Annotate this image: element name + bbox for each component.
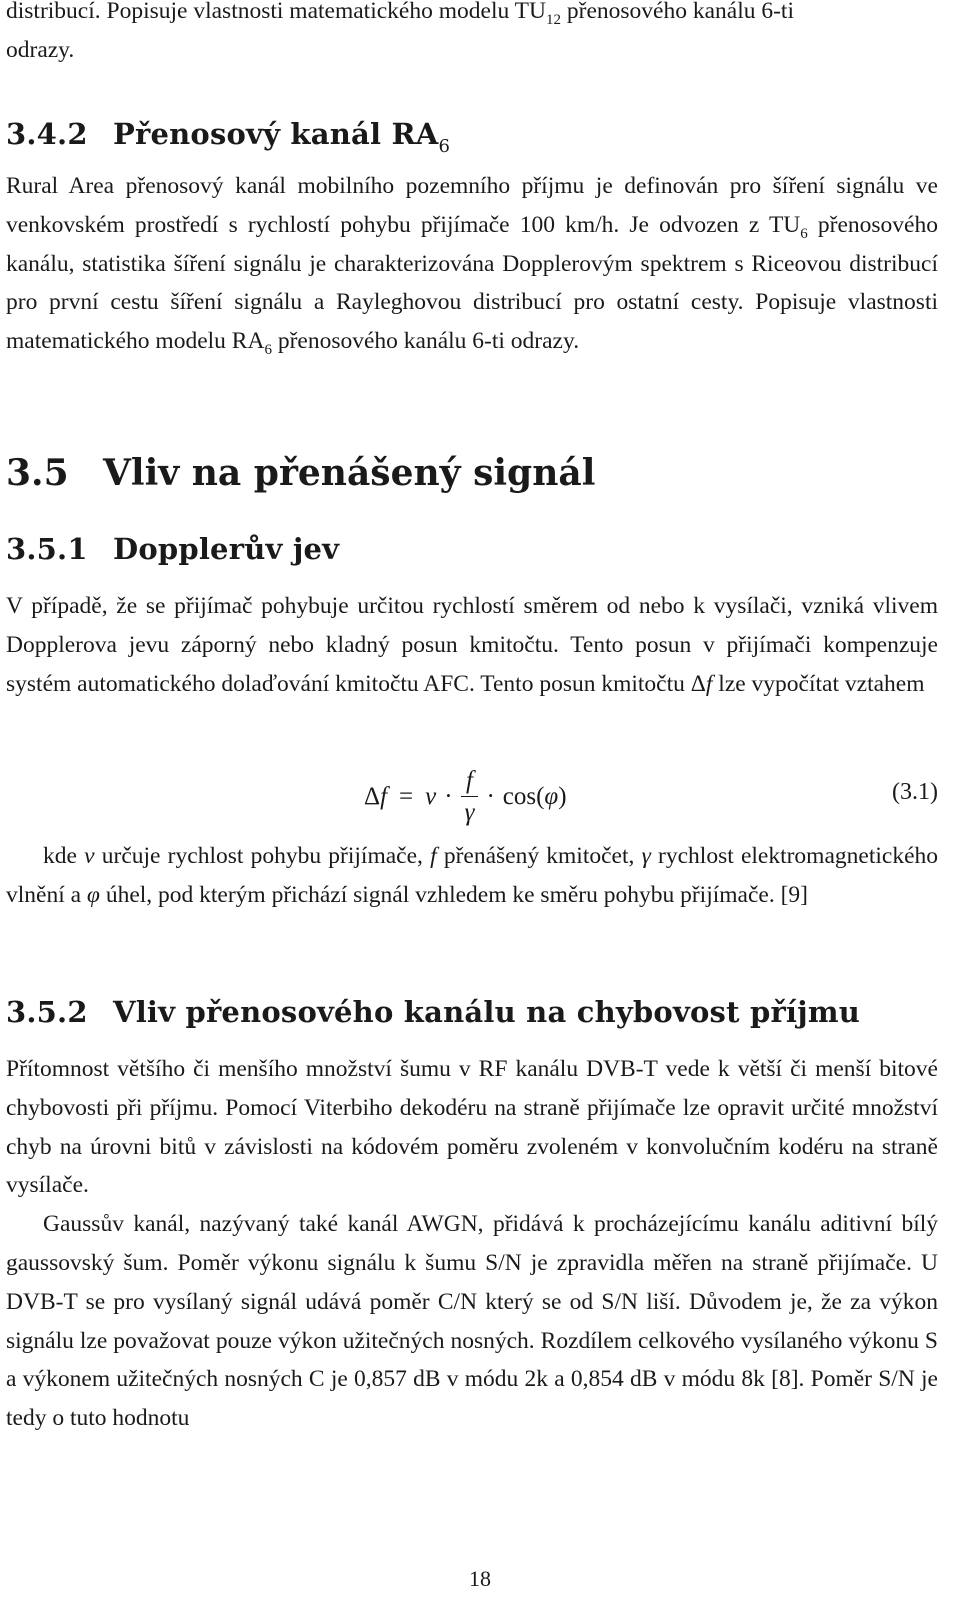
heading-number: 3.4.2 bbox=[6, 117, 88, 151]
fraction-denominator: γ bbox=[461, 796, 479, 829]
var-phi: φ bbox=[544, 783, 559, 810]
subscript: 6 bbox=[264, 342, 272, 359]
var-v: v bbox=[425, 783, 437, 810]
top-line1-end: přenosového kanálu 6-ti bbox=[561, 0, 794, 24]
delta-symbol: Δ bbox=[690, 670, 706, 697]
top-line2: odrazy. bbox=[6, 36, 75, 63]
text-run: kde bbox=[43, 843, 85, 869]
section-3-5-1-body-2 bbox=[6, 837, 938, 915]
section-3-4-2-body bbox=[6, 167, 938, 361]
heading-subscript: 6 bbox=[438, 136, 451, 157]
var-f: f bbox=[705, 670, 713, 697]
page-number: 18 bbox=[469, 1566, 491, 1591]
text-run: přenášený kmitočet, bbox=[436, 843, 642, 869]
section-heading bbox=[6, 450, 938, 496]
subscript: 6 bbox=[800, 225, 808, 242]
fraction bbox=[461, 766, 479, 829]
equation-3-1 bbox=[6, 762, 938, 832]
equation-body bbox=[364, 762, 567, 832]
section-3-5-2-body bbox=[6, 1050, 938, 1438]
top-line1: distribucí. Popisuje vlastnosti matematického modelu TU bbox=[6, 0, 546, 24]
subsection-heading bbox=[6, 993, 938, 1031]
section-3-5-1-body bbox=[6, 587, 938, 703]
heading-title: Vliv přenosového kanálu na chybovost příjmu bbox=[113, 995, 860, 1029]
text-run: přenosového kanálu, statistika šíření signálu je charakterizována Dopplerovým spektrem s Riceovou distribucí pro první cestu šíření signálu a Rayleghovou distribucí pro ostatní cesty. Popisuje vlastnosti matematického modelu RA bbox=[6, 211, 938, 355]
section-3-5-1 bbox=[6, 530, 938, 568]
dot-operator: · bbox=[444, 783, 453, 810]
subsection-heading bbox=[6, 115, 938, 157]
paragraph bbox=[6, 837, 938, 915]
text-run: přenosového kanálu 6-ti odrazy. bbox=[271, 328, 580, 355]
text-run: určuje rychlost pohybu přijímače, bbox=[94, 843, 431, 869]
top-paragraph bbox=[6, 0, 938, 70]
text-run: lze vypočítat vztahem bbox=[712, 670, 925, 697]
equation-number: (3.1) bbox=[892, 779, 938, 805]
equals-sign: = bbox=[399, 783, 414, 810]
paragraph bbox=[6, 587, 938, 703]
var-v: v bbox=[84, 843, 95, 869]
heading-number: 3.5.2 bbox=[6, 995, 88, 1029]
section-3-4-2 bbox=[6, 115, 938, 157]
text-run: úhel, pod kterým přichází signál vzhledem ke směru pohybu přijímače. [9] bbox=[99, 881, 808, 908]
fraction-numerator: f bbox=[466, 766, 473, 794]
cos-function: cos( bbox=[502, 783, 545, 810]
delta-symbol: Δ bbox=[364, 783, 381, 810]
heading-title: Přenosový kanál RA bbox=[113, 117, 439, 151]
subsection-heading bbox=[6, 530, 938, 568]
text-run: rychlost elektromagnetického vlnění a bbox=[6, 843, 938, 908]
text-run: V případě, že se přijímač pohybuje určitou rychlostí směrem od nebo k vysílači, vzniká vlivem Dopplerova jevu záporný nebo kladný posun kmitočtu. Tento posun v přijímači kompenzuje systém automatického dolaďování kmitočtu AFC. Tento posun kmitočtu bbox=[6, 593, 938, 697]
var-gamma: γ bbox=[641, 843, 651, 869]
paragraph: Gaussův kanál, nazývaný také kanál AWGN, přidává k procházejícímu kanálu aditivní bílý gaussovský šum. Poměr výkonu signálu k šumu S/N je zpravidla měřen na straně přijímače. U DVB-T se pro vysílaný signál udává poměr C/N který se od S/N liší. Důvodem je, že za výkon signálu lze považovat pouze výkon užitečných nosných. Rozdílem celkového vysílaného výkonu S a výkonem užitečných nosných C je 0,857 dB v módu 2k a 0,854 dB v módu 8k [8]. Poměr S/N je tedy o tuto hodnotu bbox=[6, 1211, 938, 1432]
var-phi: φ bbox=[86, 881, 100, 908]
heading-title: Vliv na přenášený signál bbox=[103, 452, 596, 494]
section-3-5-2 bbox=[6, 993, 938, 1031]
text-run: Rural Area přenosový kanál mobilního pozemního příjmu je definován pro šíření signálu ve venkovském prostředí s rychlostí pohybu přijímače 100 km/h. Je odvozen z TU bbox=[6, 173, 938, 238]
section-3-5 bbox=[6, 450, 938, 496]
var-f: f bbox=[430, 843, 437, 869]
dot-operator: · bbox=[486, 783, 495, 810]
subscript: 12 bbox=[546, 12, 561, 28]
var-f: f bbox=[380, 783, 388, 810]
close-paren: ) bbox=[558, 783, 567, 810]
heading-number: 3.5 bbox=[6, 452, 69, 494]
paragraph bbox=[6, 167, 938, 361]
heading-title: Dopplerův jev bbox=[113, 532, 340, 566]
paragraph: Přítomnost většího či menšího množství šumu v RF kanálu DVB-T vede k větší či menší bitové chybovosti při příjmu. Pomocí Viterbiho dekodéru na straně přijímače lze opravit určité množství chyb na úrovni bitů v závislosti na kódovém poměru zvoleném v konvolučním kodéru na straně vysílače. bbox=[6, 1056, 938, 1199]
heading-number: 3.5.1 bbox=[6, 532, 88, 566]
